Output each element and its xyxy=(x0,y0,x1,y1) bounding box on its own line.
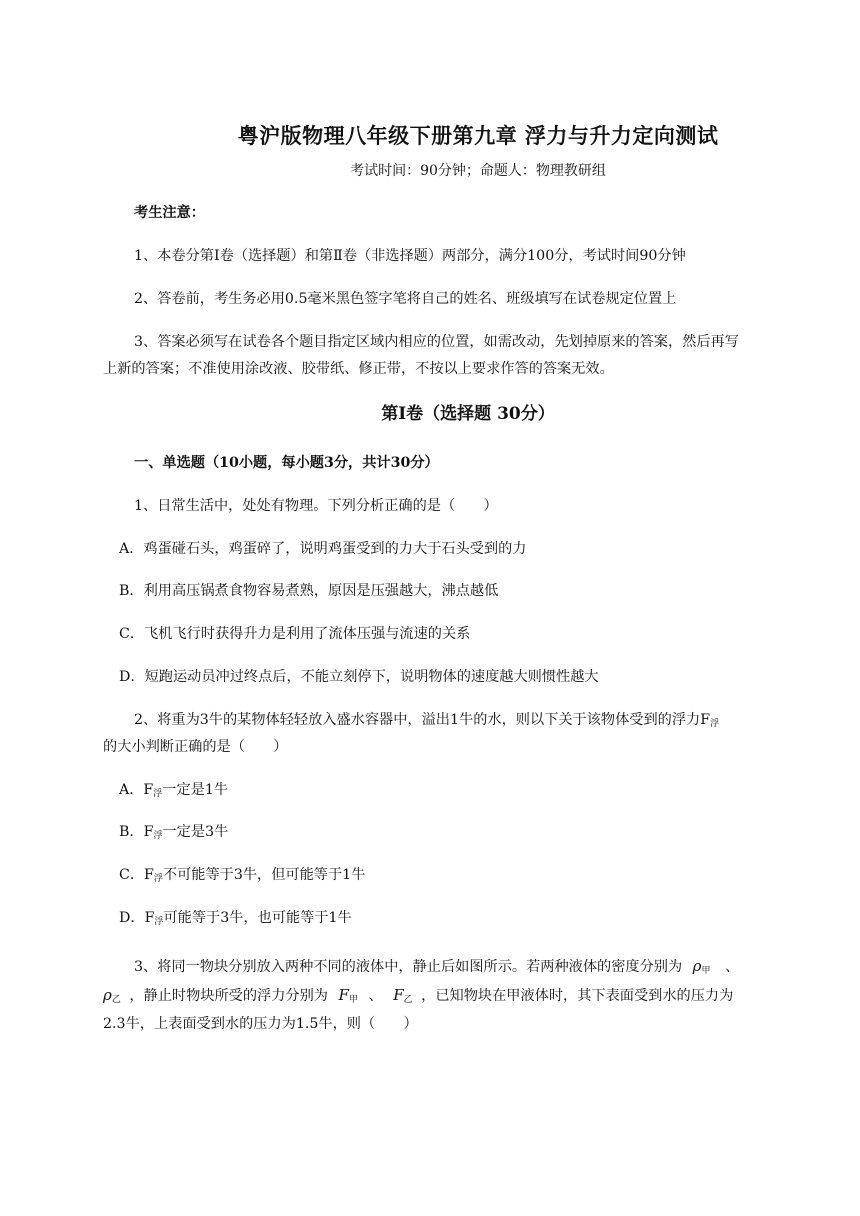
rho-sub-yi: 乙 xyxy=(111,995,121,1005)
q1-option-d: D．短跑运动员冲过终点后，不能立刻停下，说明物体的速度越大则惯性越大 xyxy=(119,669,599,685)
exam-subtitle: 考试时间：90分钟；命题人：物理教研组 xyxy=(350,163,606,179)
rho-symbol: ρ xyxy=(103,986,112,1004)
q2-stem-text: 2、将重为3牛的某物体轻轻放入盛水容器中，溢出1牛的水，则以下关于该物体受到的浮力F xyxy=(134,712,711,728)
q2-stem-subscript: 浮 xyxy=(710,719,720,729)
notice-item-1: 1、本卷分第Ⅰ卷（选择题）和第Ⅱ卷（非选择题）两部分，满分100分，考试时间90分钟 xyxy=(134,248,686,264)
q2-option-b xyxy=(119,818,228,851)
q3-separator-2: 、 xyxy=(368,988,383,1004)
q2-option-d-prefix: D．F xyxy=(119,910,155,926)
q1-option-a: A．鸡蛋碰石头，鸡蛋碎了，说明鸡蛋受到的力大于石头受到的力 xyxy=(119,541,527,557)
section-title: 第Ⅰ卷（选择题 30分） xyxy=(381,404,555,424)
notice-heading: 考生注意： xyxy=(134,205,205,221)
q3-line3: 2.3牛，上表面受到水的压力为1.5牛，则（ ） xyxy=(103,1016,418,1032)
q2-stem-line2: 的大小判断正确的是（ ） xyxy=(103,739,288,755)
q2-option-a-sub: 浮 xyxy=(153,789,163,799)
q2-option-d-text: 可能等于3牛，也可能等于1牛 xyxy=(163,910,352,926)
rho-symbol: ρ xyxy=(692,957,702,975)
q2-option-c-sub: 浮 xyxy=(153,874,163,884)
q2-option-b-text: 一定是3牛 xyxy=(162,824,229,840)
q1-option-b: B．利用高压锅煮食物容易煮熟，原因是压强越大，沸点越低 xyxy=(119,583,499,599)
q2-option-a-text: 一定是1牛 xyxy=(162,782,229,798)
q2-option-c xyxy=(119,861,365,894)
force-sub-yi: 乙 xyxy=(403,995,413,1005)
rho-sub-jia: 甲 xyxy=(701,966,711,976)
q2-option-d xyxy=(119,904,352,937)
q1-option-c: C．飞机飞行时获得升力是利用了流体压强与流速的关系 xyxy=(119,626,471,642)
q2-option-b-prefix: B．F xyxy=(119,824,154,840)
q3-line1-text: 3、将同一物块分别放入两种不同的液体中，静止后如图所示。若两种液体的密度分别为 xyxy=(134,959,683,975)
page-title: 粤沪版物理八年级下册第九章 浮力与升力定向测试 xyxy=(237,123,719,148)
q2-option-d-sub: 浮 xyxy=(154,917,164,927)
force-symbol-jia: F xyxy=(338,986,349,1004)
force-sub-jia: 甲 xyxy=(348,995,358,1005)
notice-item-3-cont: 上新的答案；不准使用涂改液、胶带纸、修正带，不按以上要求作答的答案无效。 xyxy=(103,361,614,377)
force-symbol-yi: F xyxy=(393,986,404,1004)
q2-option-a-prefix: A．F xyxy=(119,782,154,798)
q2-option-c-text: 不可能等于3牛，但可能等于1牛 xyxy=(162,867,366,883)
q2-option-c-prefix: C．F xyxy=(119,867,154,883)
part-heading: 一、单选题（10小题，每小题3分，共计30分） xyxy=(134,455,439,471)
q3-line2-end: ，已知物块在甲液体时，其下表面受到水的压力为 xyxy=(421,988,734,1004)
q3-separator-1: 、 xyxy=(725,959,740,975)
q3-line2-mid: ，静止时物块所受的浮力分别为 xyxy=(129,988,328,1004)
notice-item-2: 2、答卷前，考生务必用0.5毫米黑色签字笔将自己的姓名、班级填写在试卷规定位置上 xyxy=(134,291,677,307)
notice-item-3: 3、答案必须写在试卷各个题目指定区域内相应的位置，如需改动，先划掉原来的答案，然后再写 xyxy=(134,334,739,350)
q2-option-a xyxy=(119,776,228,809)
q1-stem: 1、日常生活中，处处有物理。下列分析正确的是（ ） xyxy=(134,498,498,514)
q2-option-b-sub: 浮 xyxy=(153,831,163,841)
